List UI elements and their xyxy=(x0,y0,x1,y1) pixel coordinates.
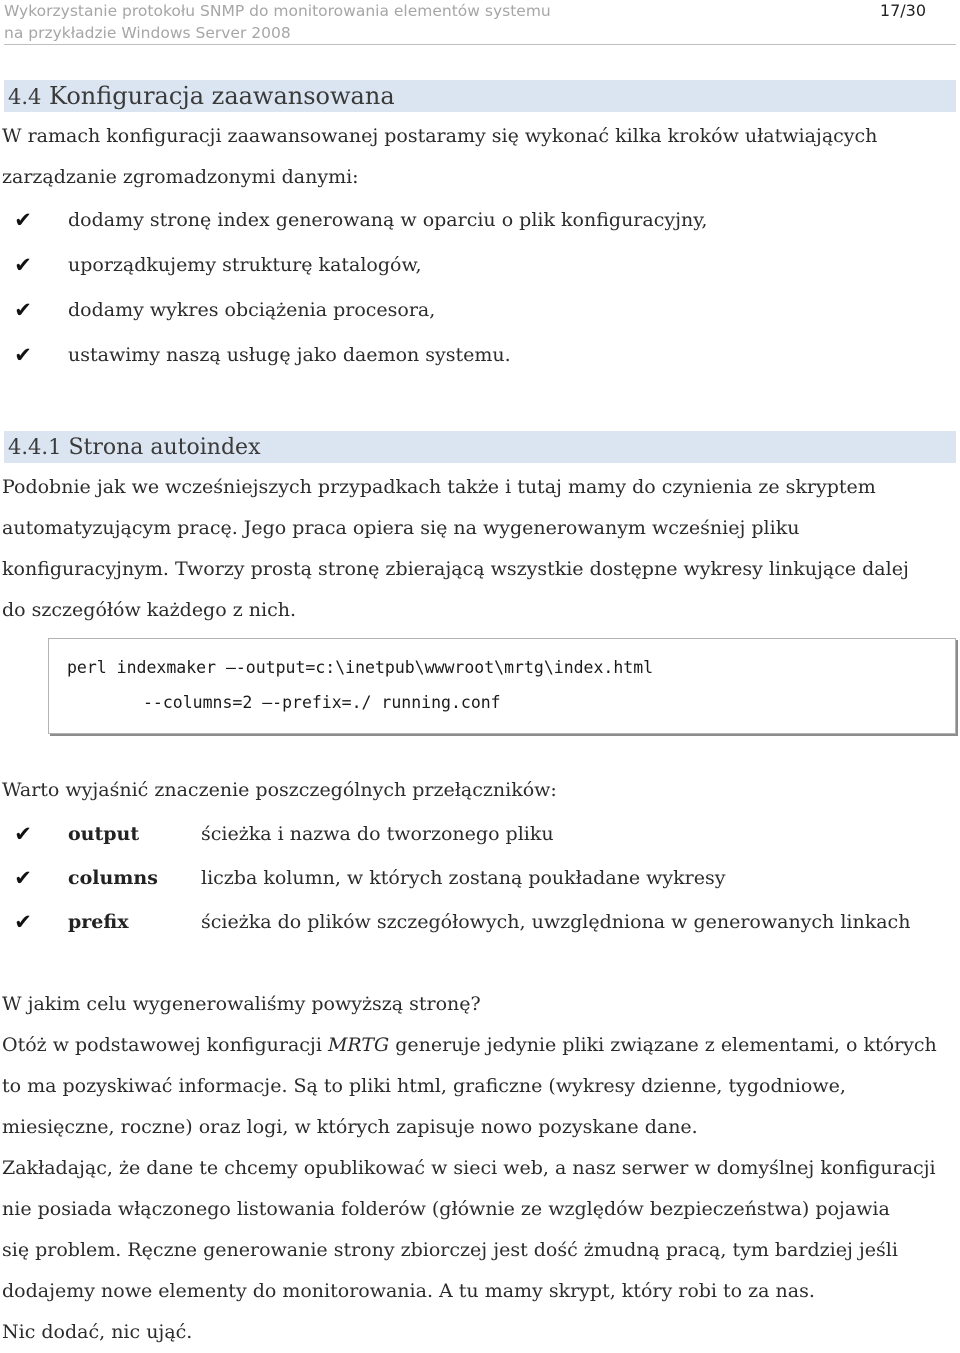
checkmark-icon: ✔ xyxy=(14,866,32,890)
step-text: uporządkujemy strukturę katalogów, xyxy=(68,254,422,276)
section-title: Konfiguracja zaawansowana xyxy=(49,82,395,110)
body-line: Podobnie jak we wcześniejszych przypadkach także i tutaj mamy do czynienia ze skryptem xyxy=(2,476,876,498)
mrtg-term: MRTG xyxy=(327,1034,390,1056)
code-line: --columns=2 –-prefix=./ running.conf xyxy=(143,693,501,712)
switch-name: prefix xyxy=(68,911,129,933)
answer-line: dodajemy nowe elementy do monitorowania. A tu mamy skrypt, który robi to za nas. xyxy=(2,1280,815,1302)
body-line: konfiguracyjnym. Tworzy prostą stronę zbierającą wszystkie dostępne wykresy linkujące dalej xyxy=(2,558,909,580)
list-item xyxy=(0,900,950,944)
list-item xyxy=(0,812,950,856)
page-header xyxy=(4,0,956,45)
header-title-line2: na przykładzie Windows Server 2008 xyxy=(4,24,291,42)
list-item xyxy=(0,856,950,900)
answer-line: nie posiada włączonego listowania folderów (głównie ze względów bezpieczeństwa) pojawia xyxy=(2,1198,890,1220)
subsection-title: Strona autoindex xyxy=(68,435,261,460)
intro-line: W ramach konfiguracji zaawansowanej postaramy się wykonać kilka kroków ułatwiających xyxy=(2,125,878,147)
step-text: dodamy stronę index generowaną w oparciu o plik konfiguracyjny, xyxy=(68,209,708,231)
subsection-number: 4.4.1 xyxy=(8,435,62,459)
switches-intro: Warto wyjaśnić znaczenie poszczególnych przełączników: xyxy=(2,779,557,801)
answer-line: Otóż w podstawowej konfiguracji MRTG generuje jedynie pliki związane z elementami, o których xyxy=(2,1034,937,1056)
list-item xyxy=(0,333,950,378)
checkmark-icon: ✔ xyxy=(14,822,32,846)
subsection-body xyxy=(2,467,952,631)
section-number: 4.4 xyxy=(8,85,42,109)
list-item xyxy=(0,198,950,243)
step-text: dodamy wykres obciążenia procesora, xyxy=(68,299,436,321)
body-line: automatyzującym pracę. Jego praca opiera się na wygenerowanym wcześniej pliku xyxy=(2,517,800,539)
section-heading xyxy=(4,80,956,112)
checkmark-icon: ✔ xyxy=(14,253,32,277)
steps-list xyxy=(0,198,950,378)
switches-list xyxy=(0,812,950,944)
subsection-heading xyxy=(4,431,956,463)
body-line: do szczegółów każdego z nich. xyxy=(2,599,296,621)
code-block xyxy=(48,638,956,734)
switch-name: output xyxy=(68,823,140,845)
code-line: perl indexmaker –-output=c:\inetpub\wwwroot\mrtg\index.html xyxy=(67,658,654,677)
list-item xyxy=(0,288,950,333)
section-intro xyxy=(2,116,952,198)
checkmark-icon: ✔ xyxy=(14,298,32,322)
header-title-line1: Wykorzystanie protokołu SNMP do monitorowania elementów systemu xyxy=(4,2,551,20)
step-text: ustawimy naszą usługę jako daemon systemu. xyxy=(68,344,511,366)
answer-line: miesięczne, roczne) oraz logi, w których zapisuje nowo pozyskane dane. xyxy=(2,1116,698,1138)
answer-line: Zakładając, że dane te chcemy opublikować w sieci web, a nasz serwer w domyślnej konfiguracji xyxy=(2,1157,936,1179)
answer-line: się problem. Ręczne generowanie strony zbiorczej jest dość żmudną pracą, tym bardziej jeśli xyxy=(2,1239,898,1261)
checkmark-icon: ✔ xyxy=(14,910,32,934)
switch-name: columns xyxy=(68,867,158,889)
checkmark-icon: ✔ xyxy=(14,208,32,232)
switch-description: ścieżka do plików szczegółowych, uwzględniona w generowanych linkach xyxy=(201,911,911,933)
page-number: 17/30 xyxy=(879,1,926,20)
answer-line: Nic dodać, nic ująć. xyxy=(2,1321,193,1343)
closing-text xyxy=(2,984,952,1353)
checkmark-icon: ✔ xyxy=(14,343,32,367)
question-line: W jakim celu wygenerowaliśmy powyższą stronę? xyxy=(2,993,481,1015)
intro-line: zarządzanie zgromadzonymi danymi: xyxy=(2,166,359,188)
list-item xyxy=(0,243,950,288)
switch-description: liczba kolumn, w których zostaną poukładane wykresy xyxy=(201,867,726,889)
answer-line: to ma pozyskiwać informacje. Są to pliki html, graficzne (wykresy dzienne, tygodniowe, xyxy=(2,1075,846,1097)
switch-description: ścieżka i nazwa do tworzonego pliku xyxy=(201,823,554,845)
header-title xyxy=(4,0,551,44)
